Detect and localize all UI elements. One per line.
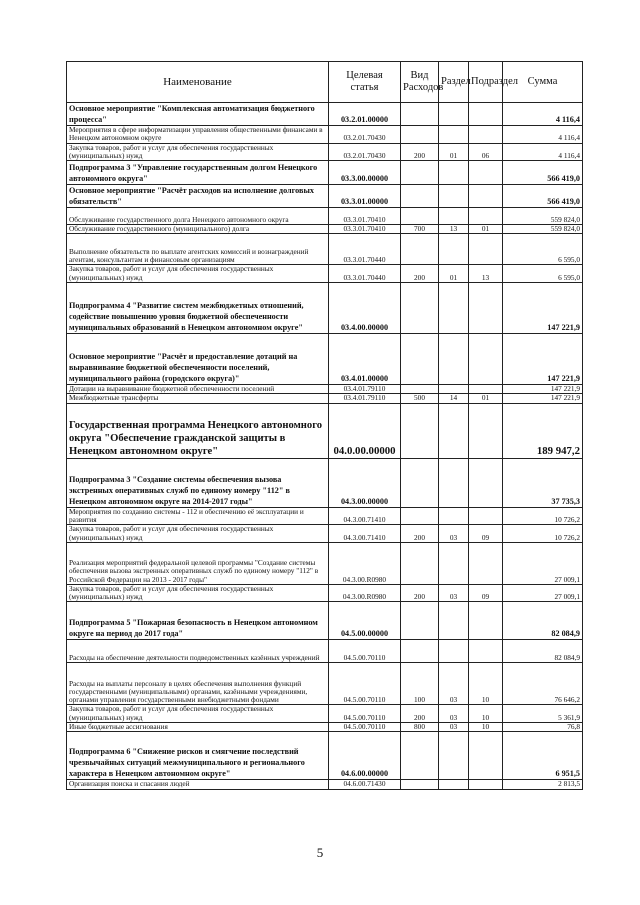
table-row — [67, 640, 583, 663]
cell-name: Расходы на обеспечение деятельности подведомственных казённых учреждений — [67, 640, 329, 663]
table-row — [67, 542, 583, 584]
cell-sum: 10 726,2 — [503, 525, 583, 543]
cell-sum: 76 646,2 — [503, 663, 583, 705]
cell-name: Подпрограмма 3 "Создание системы обеспечения вызова экстренных оперативных служб по единому номеру "112" в Ненецком автономном округе на 2014-2017 годы" — [67, 458, 329, 507]
cell-section: 13 — [439, 225, 469, 234]
table-row — [67, 234, 583, 265]
cell-subsection — [469, 507, 503, 525]
budget-table — [66, 61, 583, 790]
cell-kind: 800 — [401, 723, 439, 732]
cell-section — [439, 161, 469, 185]
cell-code: 03.2.01.70430 — [329, 126, 401, 144]
cell-name: Основное мероприятие "Расчёт и предоставление дотаций на выравнивание бюджетной обеспеченности поселений, муниципального района (городского округа)" — [67, 334, 329, 385]
cell-section: 03 — [439, 663, 469, 705]
table-row — [67, 265, 583, 283]
table-row — [67, 334, 583, 385]
cell-subsection — [469, 640, 503, 663]
cell-subsection: 01 — [469, 394, 503, 403]
cell-section: 14 — [439, 394, 469, 403]
cell-kind — [401, 403, 439, 458]
cell-subsection — [469, 780, 503, 789]
cell-kind — [401, 208, 439, 225]
cell-kind — [401, 542, 439, 584]
table-row — [67, 705, 583, 723]
cell-kind: 500 — [401, 394, 439, 403]
cell-name: Организация поиска и спасания людей — [67, 780, 329, 789]
cell-sum: 37 735,3 — [503, 458, 583, 507]
page-number: 5 — [316, 845, 324, 860]
cell-code: 03.4.00.00000 — [329, 283, 401, 334]
cell-kind: 200 — [401, 265, 439, 283]
cell-code: 04.5.00.70110 — [329, 663, 401, 705]
table-header-row — [67, 62, 583, 103]
cell-code: 04.3.00.71410 — [329, 525, 401, 543]
cell-name: Закупка товаров, работ и услуг для обеспечения государственных (муниципальных) нужд — [67, 584, 329, 602]
header-name: Наименование — [67, 62, 329, 103]
cell-subsection: 06 — [469, 143, 503, 161]
cell-code: 04.5.00.70110 — [329, 640, 401, 663]
cell-name: Закупка товаров, работ и услуг для обеспечения государственных (муниципальных) нужд — [67, 265, 329, 283]
cell-section — [439, 126, 469, 144]
cell-subsection: 09 — [469, 584, 503, 602]
cell-kind — [401, 161, 439, 185]
cell-section: 03 — [439, 525, 469, 543]
cell-subsection — [469, 126, 503, 144]
cell-code: 04.5.00.00000 — [329, 602, 401, 640]
cell-kind — [401, 507, 439, 525]
cell-subsection — [469, 283, 503, 334]
cell-kind — [401, 458, 439, 507]
header-sum: Сумма — [503, 62, 583, 103]
cell-code: 03.3.01.70440 — [329, 234, 401, 265]
cell-sum: 6 595,0 — [503, 234, 583, 265]
cell-section — [439, 542, 469, 584]
cell-code: 03.4.01.79110 — [329, 385, 401, 394]
cell-code: 04.3.00.R0980 — [329, 584, 401, 602]
cell-name: Мероприятия в сфере информатизации управления общественными финансами в Ненецком автономном округе — [67, 126, 329, 144]
cell-subsection — [469, 208, 503, 225]
table-row — [67, 225, 583, 234]
cell-kind — [401, 780, 439, 789]
cell-name: Закупка товаров, работ и услуг для обеспечения государственных (муниципальных) нужд — [67, 525, 329, 543]
table-row — [67, 663, 583, 705]
table-row — [67, 780, 583, 789]
cell-sum: 10 726,2 — [503, 507, 583, 525]
cell-name: Основное мероприятие "Комплексная автоматизация бюджетного процесса" — [67, 103, 329, 126]
cell-name: Подпрограмма 5 "Пожарная безопасность в Ненецком автономном округе на период до 2017 года" — [67, 602, 329, 640]
cell-section — [439, 507, 469, 525]
table-row — [67, 458, 583, 507]
cell-section — [439, 334, 469, 385]
cell-subsection — [469, 185, 503, 208]
cell-sum: 2 813,5 — [503, 780, 583, 789]
table-row — [67, 185, 583, 208]
cell-sum: 147 221,9 — [503, 283, 583, 334]
cell-subsection — [469, 732, 503, 780]
table-row — [67, 602, 583, 640]
cell-code: 04.6.00.00000 — [329, 732, 401, 780]
cell-sum: 82 084,9 — [503, 640, 583, 663]
cell-subsection — [469, 161, 503, 185]
header-code: Целевая статья — [329, 62, 401, 103]
cell-code: 04.3.00.71410 — [329, 507, 401, 525]
cell-sum: 147 221,9 — [503, 385, 583, 394]
cell-code: 03.4.01.00000 — [329, 334, 401, 385]
cell-section — [439, 458, 469, 507]
table-body — [67, 103, 583, 790]
cell-kind — [401, 234, 439, 265]
cell-subsection — [469, 403, 503, 458]
cell-sum: 147 221,9 — [503, 334, 583, 385]
cell-sum: 566 419,0 — [503, 161, 583, 185]
cell-kind — [401, 185, 439, 208]
cell-subsection — [469, 103, 503, 126]
cell-code: 04.5.00.70110 — [329, 723, 401, 732]
cell-code: 03.3.01.00000 — [329, 185, 401, 208]
cell-name: Подпрограмма 6 "Снижение рисков и смягчение последствий чрезвычайных ситуаций межмуниципального и регионального характера в Ненецком автономном округе" — [67, 732, 329, 780]
table-row — [67, 732, 583, 780]
cell-subsection — [469, 334, 503, 385]
cell-section — [439, 732, 469, 780]
cell-sum: 27 009,1 — [503, 542, 583, 584]
cell-sum: 4 116,4 — [503, 103, 583, 126]
cell-subsection: 10 — [469, 663, 503, 705]
cell-sum: 566 419,0 — [503, 185, 583, 208]
cell-section — [439, 185, 469, 208]
budget-sheet — [66, 61, 582, 790]
cell-name: Подпрограмма 3 "Управление государственным долгом Ненецкого автономного округа" — [67, 161, 329, 185]
header-section: Раздел — [439, 62, 469, 103]
cell-kind — [401, 732, 439, 780]
cell-sum: 147 221,9 — [503, 394, 583, 403]
table-row — [67, 161, 583, 185]
header-kind: Вид Расходов — [401, 62, 439, 103]
table-row — [67, 403, 583, 458]
cell-sum: 82 084,9 — [503, 602, 583, 640]
cell-kind: 200 — [401, 705, 439, 723]
cell-code: 04.3.00.00000 — [329, 458, 401, 507]
cell-section — [439, 602, 469, 640]
cell-code: 03.3.01.70410 — [329, 208, 401, 225]
cell-kind — [401, 126, 439, 144]
table-row — [67, 103, 583, 126]
cell-kind — [401, 103, 439, 126]
cell-kind: 700 — [401, 225, 439, 234]
cell-kind — [401, 283, 439, 334]
cell-subsection: 01 — [469, 225, 503, 234]
cell-section — [439, 103, 469, 126]
cell-code: 04.6.00.71430 — [329, 780, 401, 789]
cell-name: Реализация мероприятий федеральной целевой программы "Создание системы обеспечения вызова экстренных оперативных служб по единому номеру "112" в Российской Федерации на 2013 - 2017 годы" — [67, 542, 329, 584]
cell-subsection — [469, 458, 503, 507]
table-row — [67, 507, 583, 525]
cell-sum: 4 116,4 — [503, 126, 583, 144]
cell-code: 03.3.01.70440 — [329, 265, 401, 283]
cell-code: 03.2.01.00000 — [329, 103, 401, 126]
cell-code: 04.3.00.R0980 — [329, 542, 401, 584]
cell-section: 03 — [439, 723, 469, 732]
cell-sum: 6 951,5 — [503, 732, 583, 780]
cell-section — [439, 640, 469, 663]
cell-kind: 100 — [401, 663, 439, 705]
cell-sum: 27 009,1 — [503, 584, 583, 602]
cell-subsection: 10 — [469, 705, 503, 723]
table-row — [67, 525, 583, 543]
cell-kind: 200 — [401, 525, 439, 543]
cell-section: 03 — [439, 705, 469, 723]
cell-name: Обслуживание государственного (муниципального) долга — [67, 225, 329, 234]
cell-subsection — [469, 234, 503, 265]
cell-sum: 76,8 — [503, 723, 583, 732]
cell-sum: 6 595,0 — [503, 265, 583, 283]
cell-name: Обслуживание государственного долга Ненецкого автономного округа — [67, 208, 329, 225]
cell-code: 03.4.01.79110 — [329, 394, 401, 403]
cell-code: 04.5.00.70110 — [329, 705, 401, 723]
cell-section — [439, 234, 469, 265]
cell-code: 03.2.01.70430 — [329, 143, 401, 161]
cell-subsection: 09 — [469, 525, 503, 543]
cell-subsection — [469, 542, 503, 584]
cell-section: 03 — [439, 584, 469, 602]
cell-kind — [401, 334, 439, 385]
cell-name: Подпрограмма 4 "Развитие систем межбюджетных отношений, содействие повышению уровня бюджетной обеспеченности муниципальных образований в Ненецком автономном округе" — [67, 283, 329, 334]
cell-kind: 200 — [401, 584, 439, 602]
cell-sum: 4 116,4 — [503, 143, 583, 161]
cell-name: Межбюджетные трансферты — [67, 394, 329, 403]
cell-name: Мероприятия по созданию системы - 112 и обеспечению её эксплуатации и развития — [67, 507, 329, 525]
table-row — [67, 394, 583, 403]
cell-name: Расходы на выплаты персоналу в целях обеспечения выполнения функций государственными (муниципальными) органами, казёнными учреждениями, органами управления государственными внебюджетными фондами — [67, 663, 329, 705]
cell-kind: 200 — [401, 143, 439, 161]
cell-code: 03.3.01.70410 — [329, 225, 401, 234]
cell-name: Иные бюджетные ассигнования — [67, 723, 329, 732]
cell-kind — [401, 602, 439, 640]
cell-subsection: 10 — [469, 723, 503, 732]
cell-name: Дотации на выравнивание бюджетной обеспеченности поселений — [67, 385, 329, 394]
cell-kind — [401, 640, 439, 663]
cell-section — [439, 283, 469, 334]
cell-sum: 559 824,0 — [503, 225, 583, 234]
cell-name: Закупка товаров, работ и услуг для обеспечения государственных (муниципальных) нужд — [67, 705, 329, 723]
cell-sum: 559 824,0 — [503, 208, 583, 225]
cell-section — [439, 780, 469, 789]
cell-subsection: 13 — [469, 265, 503, 283]
table-row — [67, 584, 583, 602]
table-row — [67, 283, 583, 334]
table-row — [67, 143, 583, 161]
cell-sum: 5 361,9 — [503, 705, 583, 723]
cell-subsection — [469, 602, 503, 640]
cell-name: Закупка товаров, работ и услуг для обеспечения государственных (муниципальных) нужд — [67, 143, 329, 161]
cell-name: Государственная программа Ненецкого автономного округа "Обеспечение гражданской защиты в Ненецком автономном округе" — [67, 403, 329, 458]
header-subsection: Подраздел — [469, 62, 503, 103]
table-row — [67, 208, 583, 225]
cell-code: 04.0.00.00000 — [329, 403, 401, 458]
cell-section: 01 — [439, 265, 469, 283]
cell-name: Выполнение обязательств по выплате агентских комиссий и вознаграждений агентам, консультантам и финансовым организациям — [67, 234, 329, 265]
table-row — [67, 126, 583, 144]
cell-code: 03.3.00.00000 — [329, 161, 401, 185]
cell-section — [439, 403, 469, 458]
cell-sum: 189 947,2 — [503, 403, 583, 458]
table-row — [67, 723, 583, 732]
cell-section: 01 — [439, 143, 469, 161]
cell-name: Основное мероприятие "Расчёт расходов на исполнение долговых обязательств" — [67, 185, 329, 208]
cell-section — [439, 208, 469, 225]
